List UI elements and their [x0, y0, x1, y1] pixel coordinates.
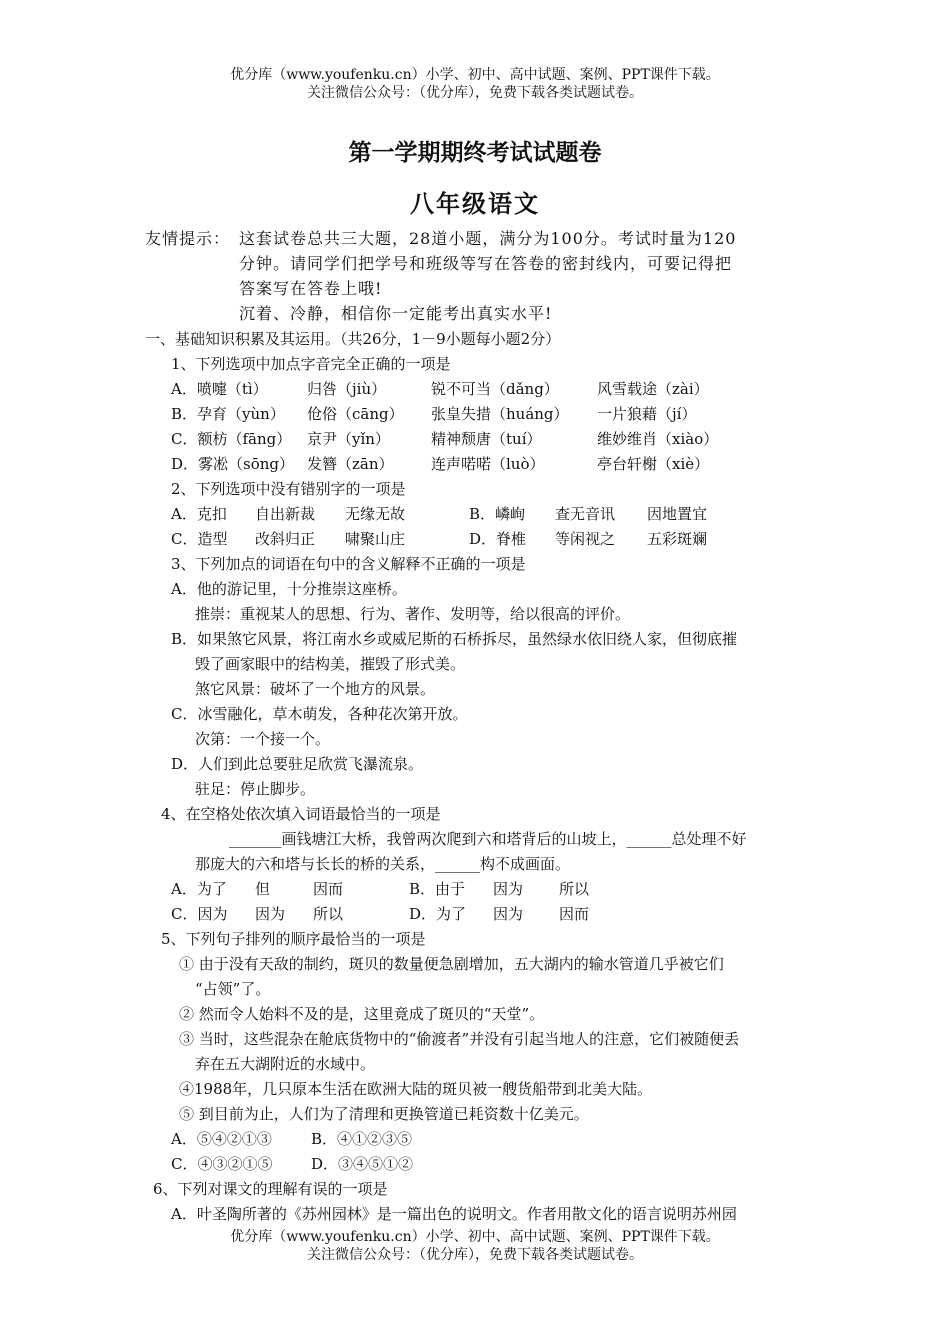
question-4-stem: 4、在空格处依次填入词语最恰当的一项是 [161, 805, 441, 823]
exam-content [145, 327, 810, 1227]
question-3-note-c: 次第：一个接一个。 [195, 730, 331, 748]
question-3-option-b-cont: 毁了画家眼中的结构美，摧毁了形式美。 [195, 655, 466, 673]
question-5-sentence-cont: “占领”了。 [195, 980, 271, 998]
option-cell: A．克扣 [171, 505, 227, 523]
option-cell: 但 [255, 880, 271, 898]
option-cell: D．为了 [409, 905, 467, 923]
question-3-option-a: A．他的游记里，十分推崇这座桥。 [171, 580, 407, 598]
option-cell: 精神颓唐（tuí） [431, 430, 542, 448]
question-6-option-a: A．叶圣陶所著的《苏州园林》是一篇出色的说明文。作者用散文化的语言说明苏州园 [171, 1205, 737, 1223]
tip-body [239, 226, 810, 326]
option-cell: 因而 [559, 905, 590, 923]
option-cell: B．孕育（yùn） [171, 405, 285, 423]
option-cell: 风雪载途（zài） [597, 380, 709, 398]
question-2-stem: 2、下列选项中没有错别字的一项是 [171, 480, 406, 498]
option-cell: B．由于 [409, 880, 466, 898]
option-cell: C．额枋（fāng） [171, 430, 292, 448]
option-cell: 亭台轩榭（xiè） [597, 455, 710, 473]
option-cell: 查无音讯 [555, 505, 616, 523]
option-cell: C．④③②①⑤ [171, 1155, 273, 1173]
exam-subtitle: 八年级语文 [410, 189, 540, 218]
option-cell: B．嶙峋 [469, 505, 526, 523]
option-cell: 维妙维肖（xiào） [597, 430, 719, 448]
option-cell: 改斜归正 [255, 530, 316, 548]
option-cell: 自出新裁 [255, 505, 316, 523]
tip-label: 友情提示： [145, 229, 231, 248]
option-cell: 京尹（yǐn） [307, 430, 390, 448]
question-3-note-b: 煞它风景：破坏了一个地方的风景。 [195, 680, 436, 698]
question-3-stem: 3、下列加点的词语在句中的含义解释不正确的一项是 [171, 555, 526, 573]
option-cell: A．⑤④②①③ [171, 1130, 272, 1148]
friendly-tip [145, 226, 810, 326]
option-cell: 连声喏喏（luò） [431, 455, 545, 473]
option-cell: A．喷嚏（tì） [171, 380, 268, 398]
question-5-option [145, 1127, 810, 1152]
question-3-note-d: 驻足：停止脚步。 [195, 780, 316, 798]
option-cell: C．因为 [171, 905, 228, 923]
question-3-option-c: C．冰雪融化，草木萌发，各种花次第开放。 [171, 705, 468, 723]
question-2-option [145, 502, 810, 527]
option-cell: D．雾凇（sōng） [171, 455, 295, 473]
option-cell: C．造型 [171, 530, 228, 548]
option-cell: 锐不可当（dǎng） [431, 380, 559, 398]
question-4-text-cont: 那庞大的六和塔与长长的桥的关系，______构不成画面。 [195, 855, 571, 873]
option-cell: D．脊椎 [469, 530, 527, 548]
footer-line-1: 优分库（www.youfenku.cn）小学、初中、高中试题、案例、PPT课件下载。 [230, 1229, 720, 1245]
option-cell: 张皇失措（huáng） [431, 405, 569, 423]
tip-line: 这套试卷总共三大题，28道小题，满分为100分。考试时量为120 [239, 229, 737, 248]
option-cell: 所以 [313, 905, 344, 923]
option-cell: 因地置宜 [647, 505, 708, 523]
question-5-sentence-cont: 弃在五大湖附近的水域中。 [195, 1055, 376, 1073]
tip-line: 答案写在答卷上哦! [239, 279, 383, 298]
question-5-option [145, 1152, 810, 1177]
question-5-sentence: ③ 当时，这些混杂在舱底货物中的“偷渡者”并没有引起当地人的注意，它们被随便丢 [179, 1030, 740, 1048]
question-4-option [145, 877, 810, 902]
option-cell: 发簪（zān） [307, 455, 394, 473]
page-footer [0, 1228, 950, 1264]
option-cell: 因为 [493, 905, 524, 923]
question-3-note-a: 推崇：重视某人的思想、行为、著作、发明等，给以很高的评价。 [195, 605, 631, 623]
option-cell: 因而 [313, 880, 344, 898]
question-2-option [145, 527, 810, 552]
option-cell: 因为 [493, 880, 524, 898]
option-cell: A．为了 [171, 880, 227, 898]
question-1-stem: 1、下列选项中加点字音完全正确的一项是 [171, 355, 451, 373]
section-heading: 一、基础知识积累及其运用。（共26分，1－9小题每小题2分） [145, 330, 561, 348]
option-cell: 归咎（jiù） [307, 380, 387, 398]
question-5-sentence: ④1988年，几只原本生活在欧洲大陆的斑贝被一艘货船带到北美大陆。 [179, 1080, 653, 1098]
option-cell: 五彩斑斓 [647, 530, 708, 548]
option-cell: D．③④⑤①② [311, 1155, 414, 1173]
option-cell: B．④①②③⑤ [311, 1130, 413, 1148]
question-1-option [145, 402, 810, 427]
question-6-stem: 6、下列对课文的理解有误的一项是 [153, 1180, 388, 1198]
question-3-option-d: D．人们到此总要驻足欣赏飞瀑流泉。 [171, 755, 424, 773]
tip-line: 沉着、冷静，相信你一定能考出真实水平! [239, 304, 553, 323]
option-cell: 伧俗（cāng） [307, 405, 404, 423]
question-4-option [145, 902, 810, 927]
question-5-sentence: ① 由于没有天敌的制约，斑贝的数量便急剧增加，五大湖内的输水管道几乎被它们 [179, 955, 724, 973]
header-line-2: 关注微信公众号：（优分库），免费下载各类试题试卷。 [307, 85, 643, 101]
question-5-sentence: ⑤ 到目前为止，人们为了清理和更换管道已耗资数十亿美元。 [179, 1105, 589, 1123]
footer-line-2: 关注微信公众号：（优分库），免费下载各类试题试卷。 [307, 1247, 643, 1263]
option-cell: 无缘无故 [345, 505, 406, 523]
question-5-stem: 5、下列句子排列的顺序最恰当的一项是 [161, 930, 426, 948]
tip-line: 分钟。请同学们把学号和班级等写在答卷的密封线内，可要记得把 [239, 254, 733, 273]
header-line-1: 优分库（www.youfenku.cn）小学、初中、高中试题、案例、PPT课件下载。 [230, 67, 720, 83]
question-1-option [145, 377, 810, 402]
question-5-sentence: ② 然而令人始料不及的是，这里竟成了斑贝的“天堂”。 [179, 1005, 545, 1023]
option-cell: 啸聚山庄 [345, 530, 406, 548]
option-cell: 因为 [255, 905, 286, 923]
question-1-option [145, 427, 810, 452]
question-3-option-b: B．如果煞它风景，将江南水乡或威尼斯的石桥拆尽，虽然绿水依旧绕人家，但彻底摧 [171, 630, 738, 648]
exam-title: 第一学期期终考试试题卷 [348, 139, 602, 166]
page-header [0, 66, 950, 102]
option-cell: 所以 [559, 880, 590, 898]
option-cell: 等闲视之 [555, 530, 616, 548]
question-4-text: _______画钱塘江大桥，我曾两次爬到六和塔背后的山坡上，______总处理不好 [229, 830, 747, 848]
question-1-option [145, 452, 810, 477]
option-cell: 一片狼藉（jí） [597, 405, 697, 423]
